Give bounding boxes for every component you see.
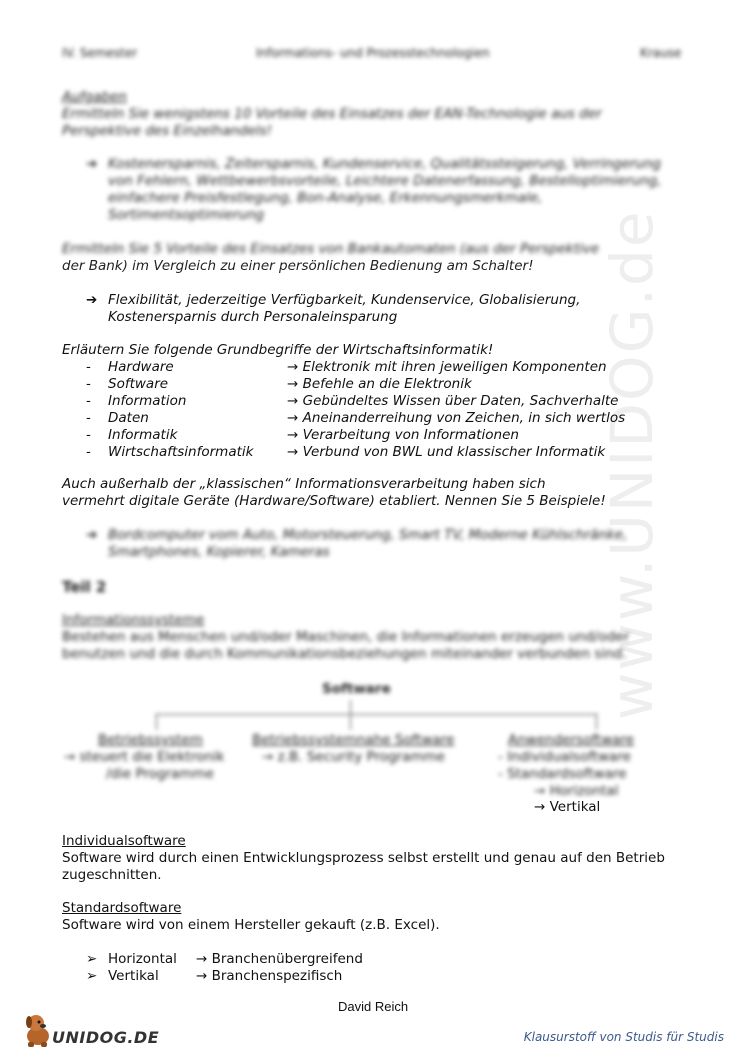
bullet-def: → Branchenspezifisch <box>196 968 343 984</box>
header-course: Informations- und Prozesstechnologien <box>256 46 490 60</box>
b3-line1: - Individualsoftware <box>498 749 631 765</box>
term: Hardware <box>108 359 174 375</box>
diagram-connector <box>596 714 597 730</box>
header-author: Krause <box>640 46 682 60</box>
is-line2: benutzen und die durch Kommunikationsbeziehungen miteinander verbunden sind. <box>62 646 627 662</box>
a2-line2: Kostenersparnis durch Personaleinsparung <box>108 309 398 325</box>
term: Information <box>108 393 187 409</box>
diagram-connector <box>156 714 597 715</box>
q1-line2: Perspektive des Einzelhandels! <box>62 123 272 139</box>
b3-line4: → Vertikal <box>534 799 601 815</box>
term: Informatik <box>108 427 178 443</box>
std-heading: Standardsoftware <box>62 900 182 916</box>
footer-tagline: Klausurstoff von Studis für Studis <box>523 1030 724 1044</box>
header-semester: IV. Semester <box>62 46 138 60</box>
diagram-connector <box>350 700 351 714</box>
ind-line1: Software wird durch einen Entwicklungsprozess selbst erstellt und genau auf den Betrieb <box>62 850 665 866</box>
tasks-heading: Aufgaben <box>62 89 127 105</box>
bullet-icon: ➢ <box>86 951 98 967</box>
ind-heading: Individualsoftware <box>62 833 186 849</box>
a1-line3: einfachere Preisfestlegung, Bon-Analyse, Erkennungsmerkmale, <box>108 190 543 206</box>
term: Daten <box>108 410 149 426</box>
dash: - <box>86 376 91 392</box>
term: Wirtschaftsinformatik <box>108 444 254 460</box>
q3: Erläutern Sie folgende Grundbegriffe der Wirtschaftsinformatik! <box>62 342 494 358</box>
q1-line1: Ermitteln Sie wenigstens 10 Vorteile des Einsatzes der EAN-Technologie aus der <box>62 106 602 122</box>
ind-line2: zugeschnitten. <box>62 867 162 883</box>
b2-title: Betriebssystemnahe Software <box>252 732 455 748</box>
a1-line4: Sortimentsoptimierung <box>108 207 265 223</box>
q4-line2: vermehrt digitale Geräte (Hardware/Software) etabliert. Nennen Sie 5 Beispiele! <box>62 493 606 509</box>
term-definition: → Aneinanderreihung von Zeichen, in sich wertlos <box>287 410 626 426</box>
logo-text: UNIDOG.DE <box>52 1028 160 1047</box>
arrow-bullet-icon: ➔ <box>86 292 98 308</box>
a1-line2: von Fehlern, Wettbewerbsvorteile, Leichtere Datenerfassung, Bestelloptimierung, <box>108 173 662 189</box>
b1-line1: → steuert die Elektronik <box>64 749 225 765</box>
std-line: Software wird von einem Hersteller gekauft (z.B. Excel). <box>62 917 440 933</box>
b3-title: Anwendersoftware <box>508 732 635 748</box>
term-definition: → Elektronik mit ihren jeweiligen Komponenten <box>287 359 607 375</box>
diagram-connector <box>350 714 351 730</box>
a2-line1: Flexibilität, jederzeitige Verfügbarkeit, Kundenservice, Globalisierung, <box>108 292 581 308</box>
footer-author: David Reich <box>338 999 409 1014</box>
bullet-label: Vertikal <box>108 968 159 984</box>
q2-line1: Ermitteln Sie 5 Vorteile des Einsatzes von Bankautomaten (aus der Perspektive <box>62 241 600 257</box>
diagram-connector <box>156 714 157 730</box>
q2-line2: der Bank) im Vergleich zu einer persönlichen Bedienung am Schalter! <box>62 258 534 274</box>
term: Software <box>108 376 169 392</box>
dash: - <box>86 427 91 443</box>
dash: - <box>86 410 91 426</box>
bullet-icon: ➢ <box>86 968 98 984</box>
bullet-label: Horizontal <box>108 951 177 967</box>
b2-line1: → z.B. Security Programme <box>262 749 445 765</box>
watermark-text: www.UNIDOG.de <box>598 209 666 720</box>
b3-line3: → Horizontal <box>534 783 619 799</box>
b1-line2: /die Programme <box>106 766 214 782</box>
b3-line2: - Standardsoftware <box>498 766 627 782</box>
a4-line1: Bordcomputer vom Auto, Motorsteuerung, Smart TV, Moderne Kühlschränke, <box>108 527 628 543</box>
bullet-def: → Branchenübergreifend <box>196 951 363 967</box>
arrow-bullet-icon: ➔ <box>86 156 98 172</box>
dash: - <box>86 359 91 375</box>
dog-logo-icon <box>22 1012 54 1052</box>
diagram-root: Software <box>322 681 391 697</box>
a4-line2: Smartphones, Kopierer, Kameras <box>108 544 330 560</box>
part2-title: Teil 2 <box>62 578 107 596</box>
q4-line1: Auch außerhalb der „klassischen“ Informationsverarbeitung haben sich <box>62 476 546 492</box>
dash: - <box>86 393 91 409</box>
a1-line1: Kostenersparnis, Zeitersparnis, Kundenservice, Qualitätssteigerung, Verringerung <box>108 156 661 172</box>
is-line1: Bestehen aus Menschen und/oder Maschinen, die Informationen erzeugen und/oder <box>62 629 630 645</box>
term-definition: → Verarbeitung von Informationen <box>287 427 519 443</box>
term-definition: → Verbund von BWL und klassischer Informatik <box>287 444 606 460</box>
b1-title: Betriebssystem <box>98 732 203 748</box>
is-heading: Informationssysteme <box>62 612 205 628</box>
dash: - <box>86 444 91 460</box>
term-definition: → Gebündeltes Wissen über Daten, Sachverhalte <box>287 393 619 409</box>
arrow-bullet-icon: ➔ <box>86 527 98 543</box>
term-definition: → Befehle an die Elektronik <box>287 376 472 392</box>
